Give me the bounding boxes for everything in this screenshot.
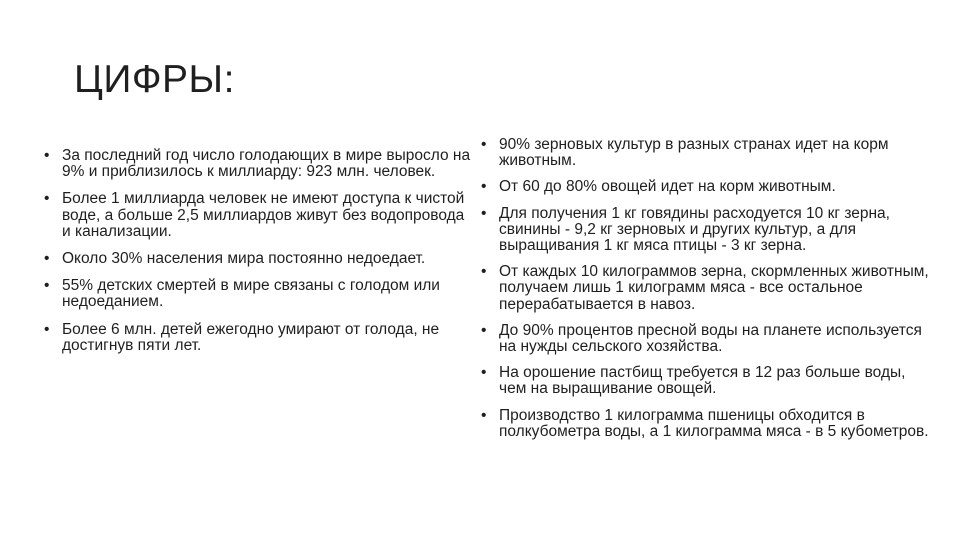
list-item (481, 137, 937, 169)
list-item (481, 206, 937, 255)
list-item-text: На орошение пастбищ требуется в 12 раз больше воды, чем на выращивание овощей. (499, 364, 906, 398)
list-item-text: Для получения 1 кг говядины расходуется 10 кг зерна, свинины - 9,2 кг зерновых и других культур, а для выращивания 1 кг мяса птицы - 3 кг зерна. (499, 204, 890, 255)
list-item (481, 323, 937, 355)
list-item (481, 365, 937, 397)
bullet-icon: • (44, 277, 50, 295)
bullet-icon: • (481, 263, 487, 281)
list-item-text: 55% детских смертей в мире связаны с голодом или недоеданием. (62, 277, 440, 311)
list-item-text: Более 6 млн. детей ежегодно умирают от голода, не достигнув пяти лет. (62, 320, 440, 354)
list-item-text: 90% зерновых культур в разных странах идет на корм животным. (499, 136, 889, 170)
bullet-icon: • (481, 321, 487, 339)
slide-title: ЦИФРЫ: (74, 58, 235, 101)
list-item (44, 148, 472, 180)
right-bullet-list (481, 137, 937, 440)
list-item-text: Более 1 миллиарда человек не имеют доступа к чистой воде, а больше 2,5 миллиардов живут без водопровода и канализации. (62, 190, 465, 240)
bullet-icon: • (481, 364, 487, 382)
bullet-icon: • (481, 406, 487, 424)
list-item-text: Производство 1 килограмма пшеницы обходится в полкубометра воды, а 1 килограмма мяса - в 5 кубометров. (499, 406, 929, 440)
list-item-text: От каждых 10 килограммов зерна, скормленных животным, получаем лишь 1 килограмм мяса - все остальное перерабатывается в навоз. (499, 263, 929, 313)
bullet-icon: • (44, 147, 50, 164)
list-item-text: Около 30% населения мира постоянно недоедает. (62, 250, 426, 268)
bullet-icon: • (44, 320, 50, 338)
left-bullet-list (44, 148, 472, 354)
list-item (481, 264, 937, 313)
list-item-text: За последний год число голодающих в мире выросло на 9% и приблизилось к миллиарду: 923 млн. человек. (62, 147, 471, 181)
list-item-text: До 90% процентов пресной воды на планете используется на нужды сельского хозяйства. (499, 321, 922, 356)
list-item (44, 278, 472, 310)
bullet-icon: • (481, 178, 487, 196)
bullet-icon: • (481, 204, 487, 222)
list-item (44, 191, 472, 240)
list-item (481, 408, 937, 440)
bullet-icon: • (44, 190, 50, 208)
bullet-icon: • (44, 250, 50, 268)
list-item-text: От 60 до 80% овощей идет на корм животным. (499, 178, 836, 196)
bullet-icon: • (481, 136, 487, 153)
list-item (44, 322, 472, 354)
list-item (481, 179, 937, 195)
list-item (44, 251, 472, 267)
